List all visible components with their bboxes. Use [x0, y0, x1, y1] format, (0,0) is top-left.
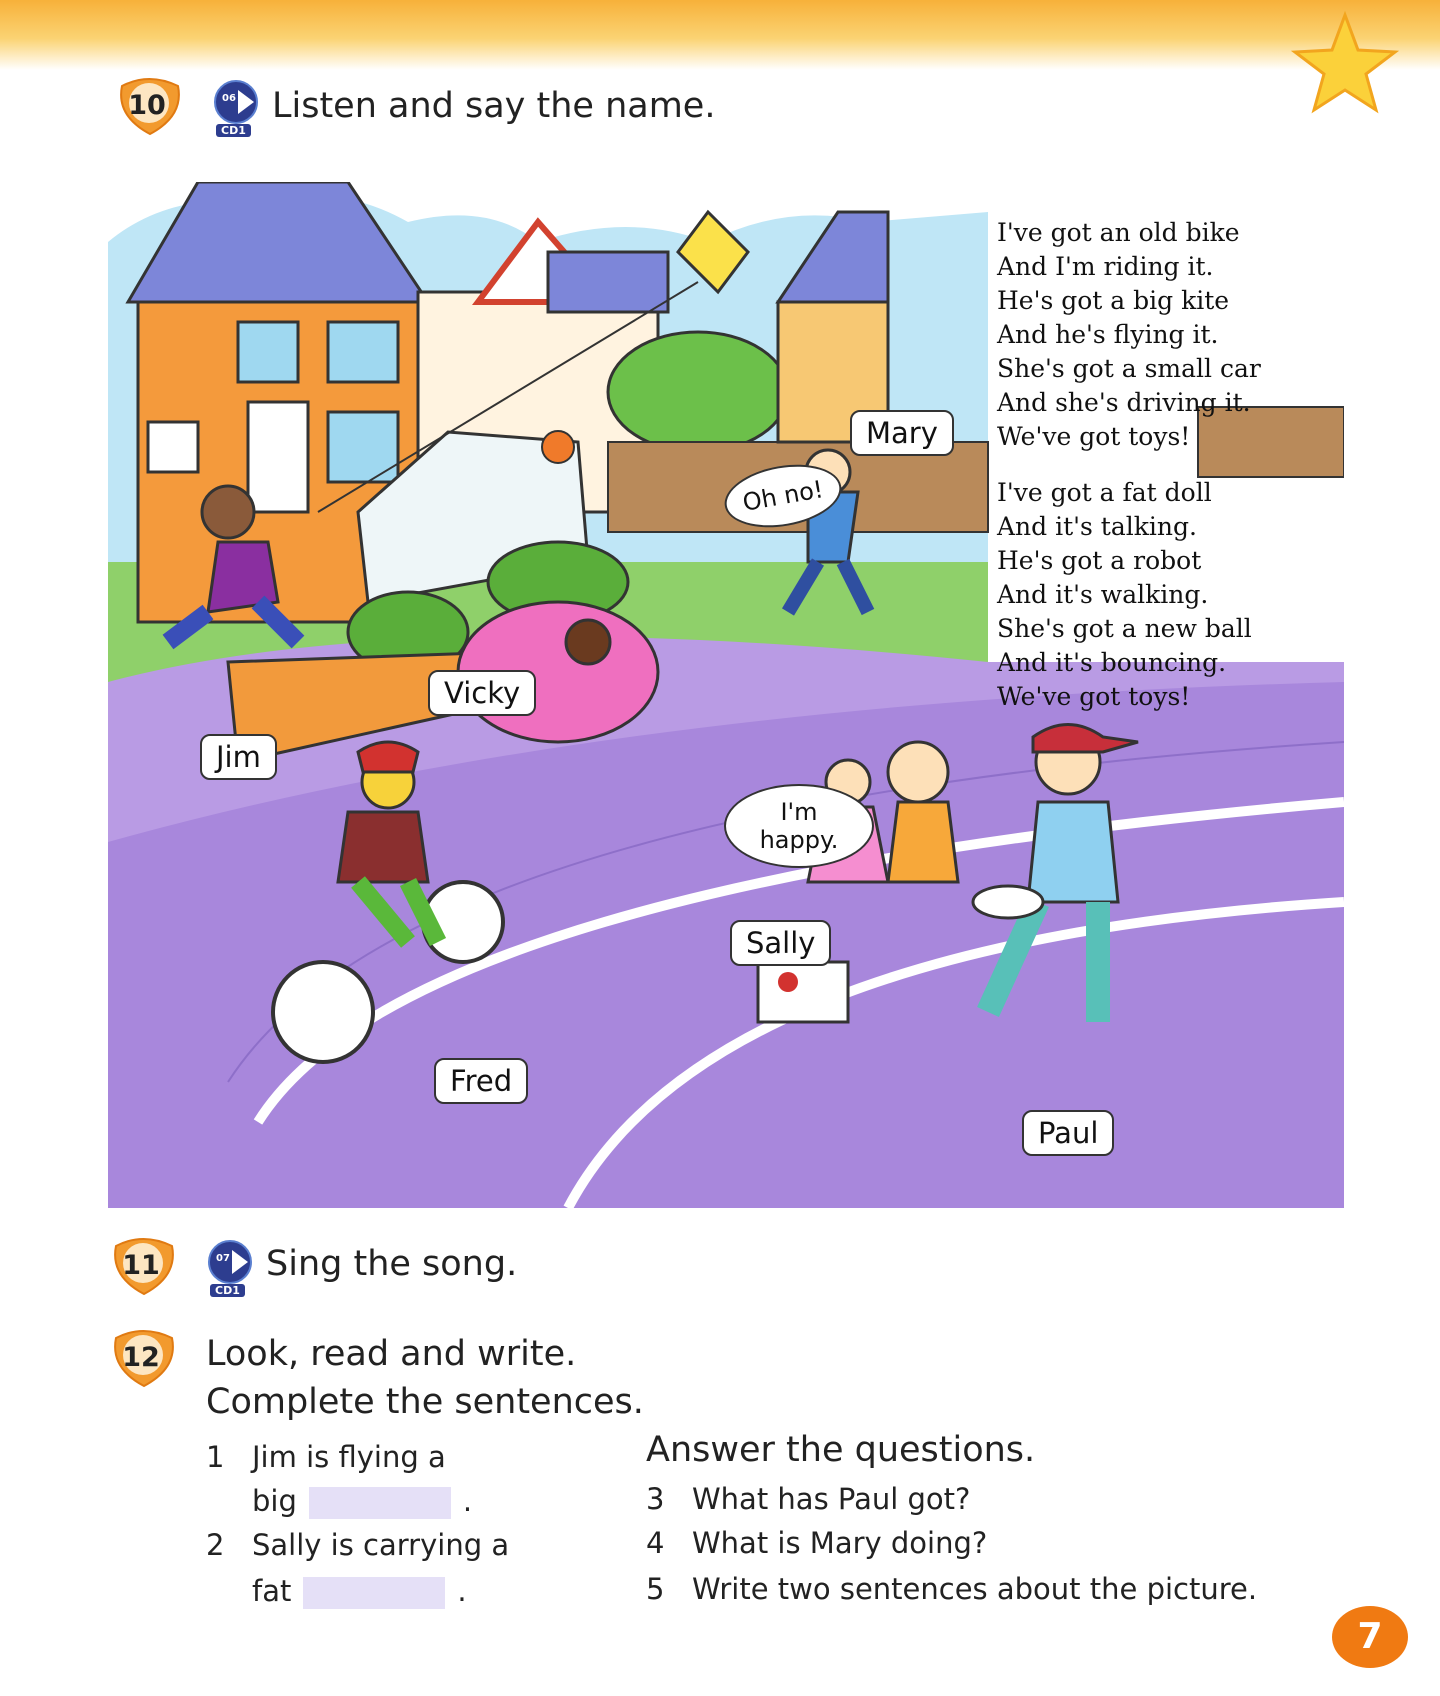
page-number-badge	[1330, 1604, 1410, 1670]
song-line: We've got toys!	[997, 682, 1191, 711]
speech-bubble-sally: I'm happy.	[724, 784, 874, 868]
song-line: And I'm riding it.	[997, 252, 1214, 281]
item-number: 2	[206, 1528, 225, 1562]
song-line: And it's talking.	[997, 512, 1197, 541]
name-label-fred: Fred	[434, 1058, 528, 1104]
name-label-paul: Paul	[1022, 1110, 1114, 1156]
track-number: 06	[222, 93, 236, 104]
question-text: What is Mary doing?	[692, 1526, 988, 1560]
song-lyrics	[997, 216, 1337, 714]
song-line: We've got toys!	[997, 422, 1191, 451]
song-line: He's got a big kite	[997, 286, 1230, 315]
exercise-12-instruction-1: Look, read and write.	[206, 1334, 577, 1374]
page-number: 7	[1357, 1616, 1383, 1657]
top-decorative-band	[0, 0, 1440, 70]
song-line: And he's flying it.	[997, 320, 1219, 349]
song-line: She's got a small car	[997, 354, 1261, 383]
answer-blank-2[interactable]	[303, 1577, 445, 1609]
exercise-12-instruction-2: Complete the sentences.	[206, 1382, 644, 1422]
name-label-vicky: Vicky	[428, 670, 536, 716]
sentence-item-2	[206, 1528, 509, 1562]
exercise-number: 11	[122, 1250, 160, 1281]
question-number: 5	[646, 1572, 665, 1606]
track-number: 07	[216, 1253, 230, 1264]
question-text: What has Paul got?	[692, 1482, 971, 1516]
item-text: big	[252, 1484, 297, 1518]
cd-play-icon[interactable]	[204, 1240, 252, 1298]
exercise-10-badge	[114, 76, 184, 136]
cd-play-icon[interactable]	[210, 80, 258, 138]
exercise-12-badge	[108, 1328, 178, 1388]
song-line: And it's bouncing.	[997, 648, 1227, 677]
question-4	[646, 1526, 987, 1560]
name-label-sally: Sally	[730, 920, 831, 966]
sentence-item-1	[206, 1440, 446, 1474]
question-3	[646, 1482, 970, 1516]
name-label-jim: Jim	[200, 734, 277, 780]
sentence-item-1-line-2	[252, 1484, 472, 1519]
song-line: And she's driving it.	[997, 388, 1251, 417]
question-number: 3	[646, 1482, 665, 1516]
song-line: I've got an old bike	[997, 218, 1240, 247]
exercise-number: 10	[128, 90, 166, 121]
item-text: fat	[252, 1574, 292, 1608]
item-text: Jim is flying a	[252, 1440, 446, 1474]
question-text: Write two sentences about the picture.	[692, 1572, 1258, 1606]
question-5	[646, 1572, 1257, 1606]
item-text: Sally is carrying a	[252, 1528, 510, 1562]
item-number: 1	[206, 1440, 225, 1474]
item-end: .	[457, 1574, 467, 1608]
exercise-number: 12	[122, 1342, 160, 1373]
cd-label: CD1	[216, 124, 251, 137]
answer-blank-1[interactable]	[309, 1487, 451, 1519]
song-line: She's got a new ball	[997, 614, 1252, 643]
song-line: I've got a fat doll	[997, 478, 1212, 507]
question-number: 4	[646, 1526, 665, 1560]
exercise-11-instruction: Sing the song.	[266, 1244, 518, 1284]
star-decoration-icon	[1270, 10, 1400, 120]
exercise-10-instruction: Listen and say the name.	[272, 86, 716, 126]
name-label-mary: Mary	[850, 410, 954, 456]
exercise-11-badge	[108, 1236, 178, 1296]
song-line: He's got a robot	[997, 546, 1202, 575]
speech-bubble-mary: Oh no!	[720, 456, 847, 536]
song-line: And it's walking.	[997, 580, 1209, 609]
sentence-item-2-line-2	[252, 1574, 467, 1609]
cd-label: CD1	[210, 1284, 245, 1297]
item-end: .	[462, 1484, 473, 1518]
answer-questions-heading: Answer the questions.	[646, 1430, 1036, 1470]
